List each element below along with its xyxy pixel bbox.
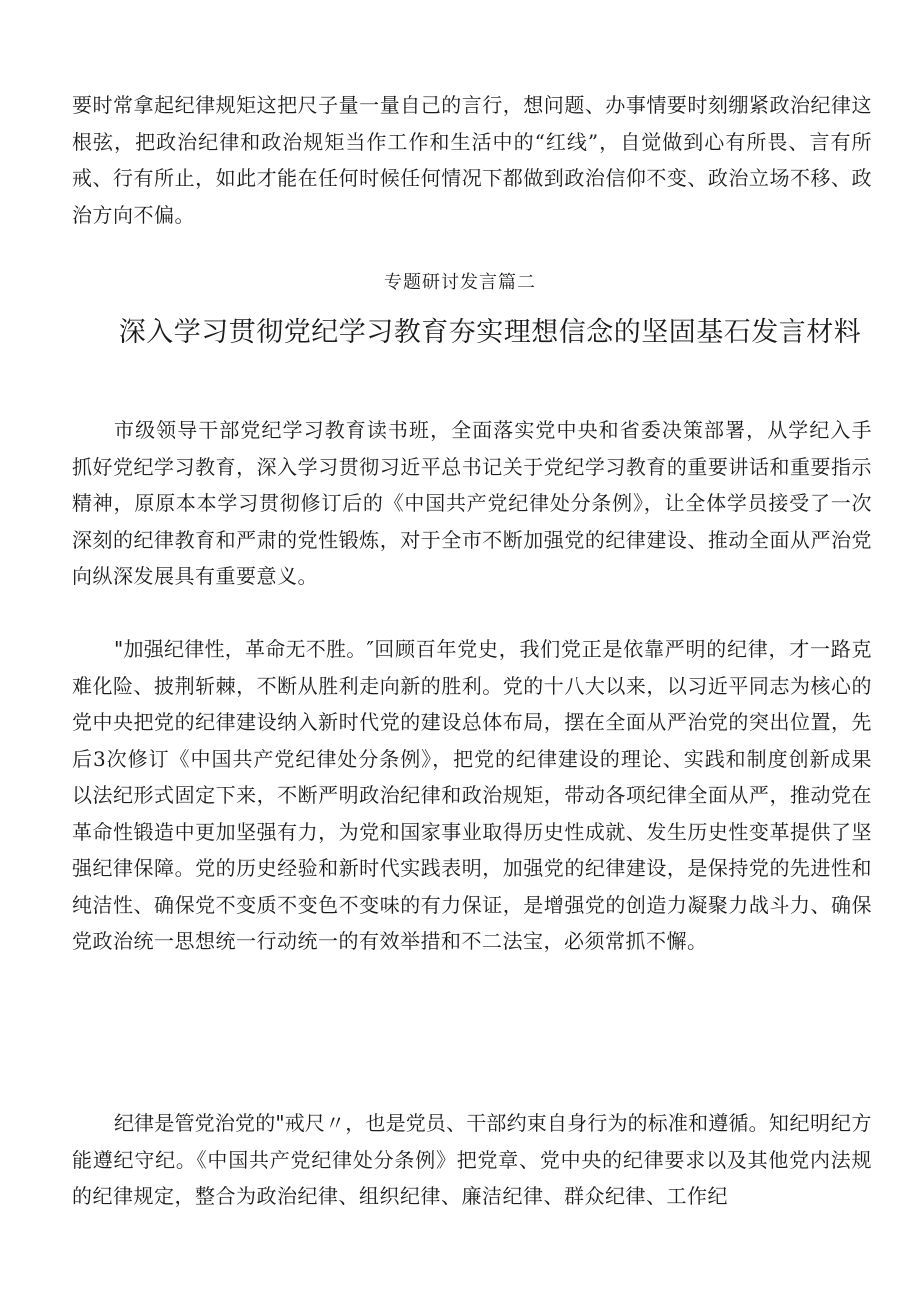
body-paragraph-2 bbox=[72, 631, 872, 960]
paragraph-text: 知纪明纪方能遵纪守纪。《中国共产党纪律处分条例》把党章、党中央的纪律要求以及其他党内法规的纪律规定，整合为政治纪律、组织纪律、廉洁纪律、群众纪律、工作纪 bbox=[72, 1111, 873, 1208]
body-paragraph-1 bbox=[72, 412, 872, 595]
paragraph-lead: 纪律是管党治党的"戒尺〃，也是党员、干部约束自身行为的标准和遵循。 bbox=[114, 1111, 769, 1135]
paragraph-text: 回顾百年党史，我们党正是依靠严明的纪律，才一路克难化险、披荆斩棘，不断从胜利走向新的胜利。党的十八大以来，以习近平同志为核心的党中央把党的纪律建设纳入新时代党的建设总体布局，摆在全面从严治党的突出位置，先后3次修订《中国共产党纪律处分条例》，把党的纪律建设的理论、实践和制度创新成果以法纪形式固定下来，不断严明政治纪律和政治规矩，带动各项纪律全面从严，推动党在革命性锻造中更加坚强有力，为党和国家事业取得历史性成就、发生历史性变革提供了坚强纪律保障。党的历史经验和新时代实践表明，加强党的纪律建设，是保持党的先进性和纯洁性、确保党不变质不变色不变味的有力保证，是增强党的创造力凝聚力战斗力、确保党政治统一思想统一行动统一的有效举措和不二法宝，必须常抓不懈。 bbox=[72, 637, 873, 953]
document-title: 深入学习贯彻党纪学习教育夯实理想信念的坚固基石发言材料 bbox=[118, 317, 862, 348]
section-label: 专题研讨发言篇二 bbox=[384, 272, 536, 293]
intro-paragraph: 要时常拿起纪律规矩这把尺子量一量自己的言行，想问题、办事情要时刻绷紧政治纪律这根弦，把政治纪律和政治规矩当作工作和生活中的“红线”，自觉做到心有所畏、言有所戒、行有所止，如此才能在任何时候任何情况下都做到政治信仰不变、政治立场不移、政治方向不偏。 bbox=[72, 93, 872, 227]
paragraph-text: 市级领导干部党纪学习教育读书班，全面落实党中央和省委决策部署，从学纪入手抓好党纪学习教育，深入学习贯彻习近平总书记关于党纪学习教育的重要讲话和重要指示精神，原原本本学习贯彻修订后的《中国共产党纪律处分条例》，让全体学员接受了一次深刻的纪律教育和严肃的党性锻炼，对于全市不断加强党的纪律建设、推动全面从严治党向纵深发展具有重要意义。 bbox=[72, 418, 872, 588]
paragraph-lead: "加强纪律性，革命无不胜。″ bbox=[114, 637, 374, 661]
body-paragraph-3 bbox=[72, 1105, 872, 1215]
